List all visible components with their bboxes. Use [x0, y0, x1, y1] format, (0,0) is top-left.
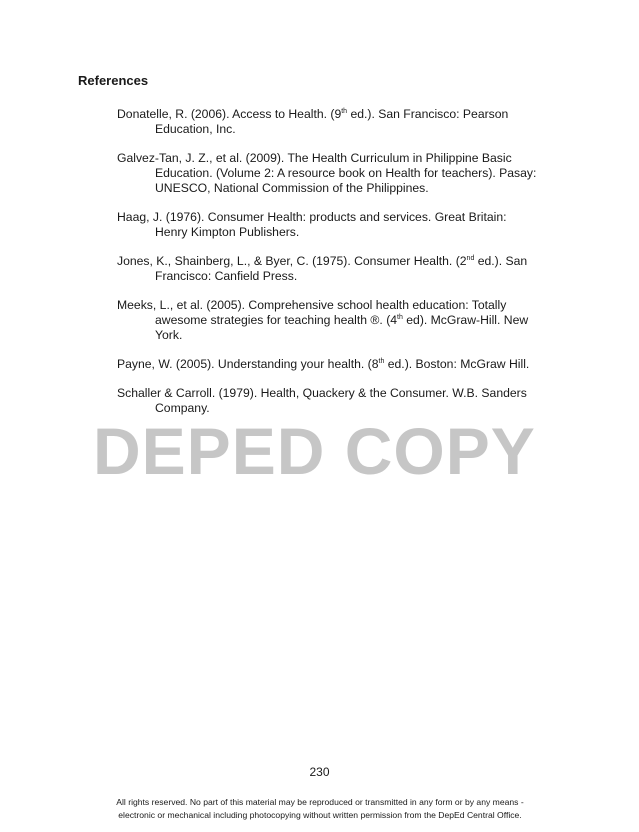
reference-item: Galvez-Tan, J. Z., et al. (2009). The Health Curriculum in Philippine Basic Education. (Volume 2: A resource book on Health for teachers). Pasay: UNESCO, National Commission of the Philippines. — [117, 151, 537, 195]
reference-item: Meeks, L., et al. (2005). Comprehensive school health education: Totally awesome strategies for teaching health ®. (4th ed). McGraw-Hill. New York. — [117, 298, 529, 342]
reference-item: Payne, W. (2005). Understanding your health. (8th ed.). Boston: McGraw Hill. — [117, 357, 530, 371]
reference-item: Donatelle, R. (2006). Access to Health. (9th ed.). San Francisco: Pearson Education, Inc. — [117, 107, 509, 136]
reference-item: Haag, J. (1976). Consumer Health: products and services. Great Britain: Henry Kimpton Publishers. — [117, 210, 507, 239]
footer-line-2: electronic or mechanical including photocopying without written permission from the DepEd Central Office. — [118, 810, 522, 820]
references-heading: References — [78, 73, 149, 88]
reference-list — [117, 107, 537, 430]
reference-item: Schaller & Carroll. (1979). Health, Quackery & the Consumer. W.B. Sanders Company. — [117, 386, 527, 415]
copyright-footer — [60, 796, 580, 822]
reference-item: Jones, K., Shainberg, L., & Byer, C. (1975). Consumer Health. (2nd ed.). San Francisco: Canfield Press. — [117, 254, 528, 283]
page-number: 230 — [309, 765, 330, 779]
deped-copy-watermark: DEPED COPY — [93, 414, 536, 488]
footer-line-1: All rights reserved. No part of this material may be reproduced or transmitted in any form or by any means - — [116, 797, 524, 807]
